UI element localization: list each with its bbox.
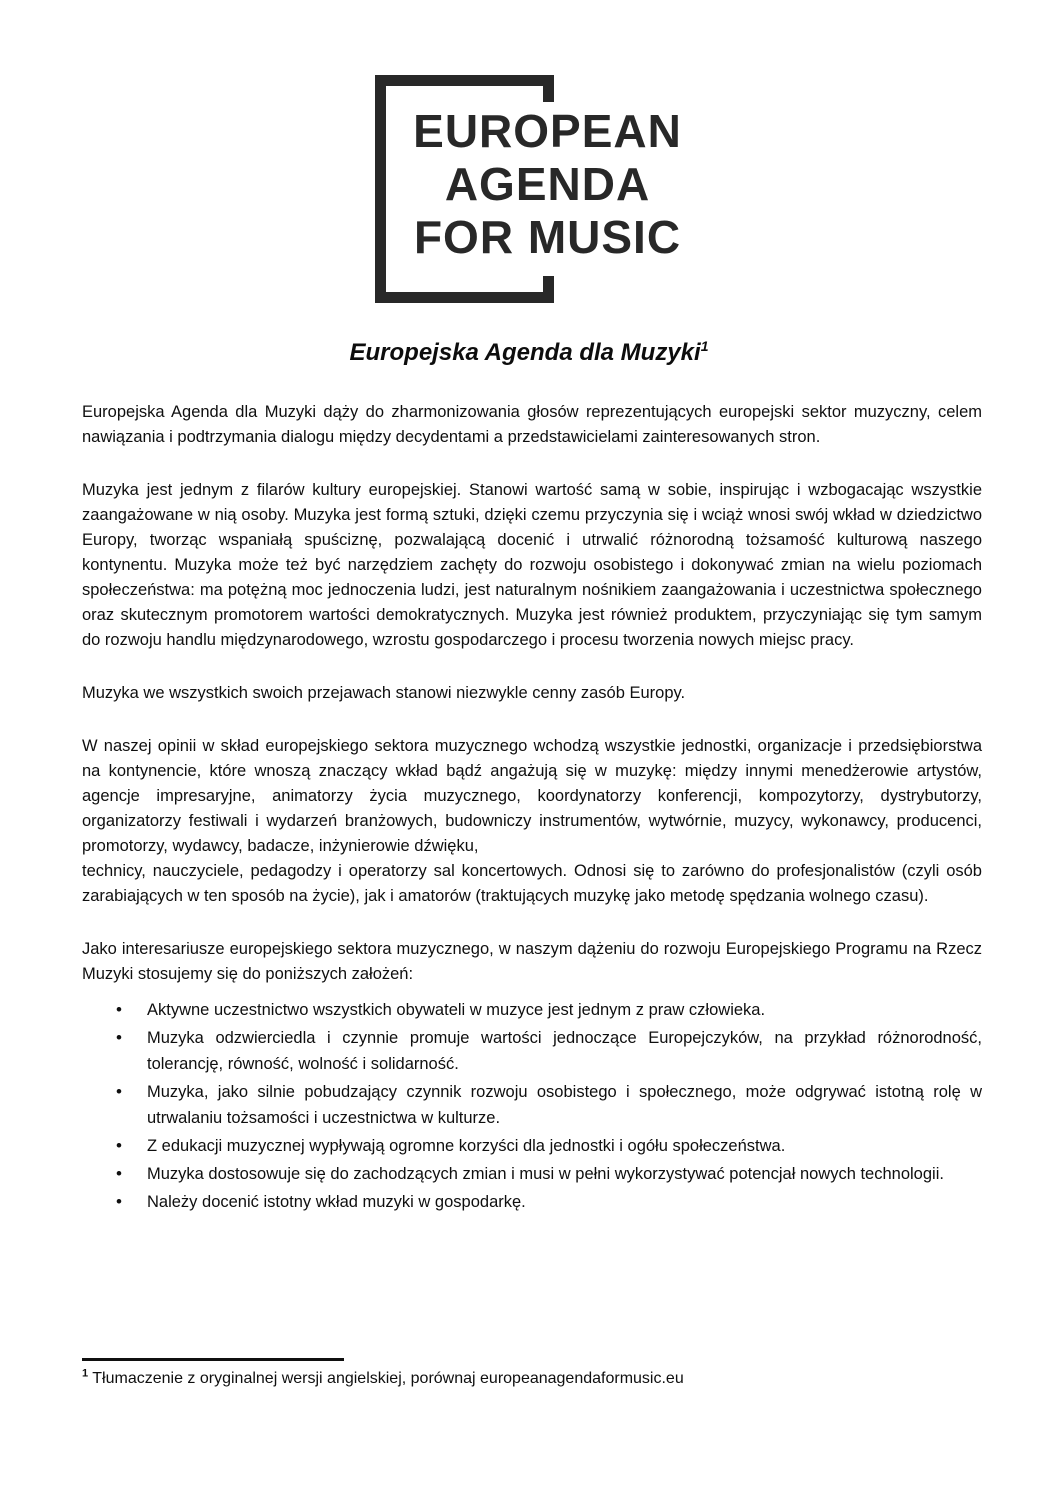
footnote-text bbox=[82, 1368, 782, 1390]
document-title bbox=[0, 338, 1058, 368]
logo-bracket-top-tick bbox=[543, 75, 554, 102]
logo-wordmark-line-3: FOR MUSIC bbox=[413, 211, 682, 263]
list-item-technology: • Muzyka dostosowuje się do zachodzących zmian i musi w pełni wykorzystywać potencjał nowych technologii. bbox=[147, 1161, 982, 1187]
footnote-marker: 1 bbox=[82, 1367, 89, 1380]
document-title-text: Europejska Agenda dla Muzyki bbox=[349, 339, 701, 366]
footnote-body: Tłumaczenie z oryginalnej wersji angielskiej, porównaj europeanagendaformusic.eu bbox=[92, 1370, 684, 1387]
list-item-economy: • Należy docenić istotny wkład muzyki w gospodarkę. bbox=[147, 1189, 982, 1215]
logo-wordmark-line-2: AGENDA bbox=[444, 158, 651, 210]
logo-wordmark bbox=[405, 105, 690, 264]
logo-wordmark-line-1: EUROPEAN bbox=[413, 105, 682, 157]
sector-definition-part-2: technicy, nauczyciele, pedagodzy i operatorzy sal koncertowych. Odnosi się to zarówno do profesjonalistów (czyli osób zarabiających w ten sposób na życie), jak i amatorów (traktujących muzykę jako metodę spędzania wolnego czasu). bbox=[82, 862, 982, 905]
eafm-logo bbox=[375, 75, 690, 303]
paragraph-music-as-pillar: Muzyka jest jednym z filarów kultury europejskiej. Stanowi wartość samą w sobie, inspirując i wzbogacając wszystkie zaangażowane w nią osoby. Muzyka jest formą sztuki, dzięki czemu przyczynia się i wciąż wnosi swój wkład w dziedzictwo Europy, tworząc wspaniałą spuściznę, pozwalającą docenić i utrwalić różnorodną tożsamość kulturową naszego kontynentu. Muzyka może też być narzędziem zachęty do rozwoju osobistego i dokonywać zmian na wielu poziomach społeczeństwa: ma potężną moc jednoczenia ludzi, jest naturalnym nośnikiem zaangażowania i uczestnictwa społecznego oraz skutecznym promotorem wartości demokratycznych. Muzyka jest również produktem, przyczyniając się tym samym do rozwoju handlu międzynarodowego, wzrostu gospodarczego i procesu tworzenia nowych miejsc pracy. bbox=[82, 481, 982, 649]
paragraph-valuable-resource: Muzyka we wszystkich swoich przejawach stanowi niezwykle cenny zasób Europy. bbox=[82, 684, 686, 702]
footnote-separator bbox=[82, 1358, 344, 1361]
list-item-values: • Muzyka odzwierciedla i czynnie promuje wartości jednoczące Europejczyków, na przykład różnorodność, tolerancję, równość, wolność i solidarność. bbox=[147, 1025, 982, 1077]
principles-list bbox=[82, 997, 982, 1215]
list-item-education: • Z edukacji muzycznej wypływają ogromne korzyści dla jednostki i ogółu społeczeństwa. bbox=[147, 1133, 982, 1159]
logo-bracket-top-arm bbox=[375, 75, 554, 86]
list-item-personal-development: • Muzyka, jako silnie pobudzający czynnik rozwoju osobistego i społecznego, może odgrywać istotną rolę w utrwalaniu tożsamości i uczestnictwa w kulturze. bbox=[147, 1079, 982, 1131]
title-footnote-marker: 1 bbox=[700, 338, 709, 354]
paragraph-lead: Europejska Agenda dla Muzyki dąży do zharmonizowania głosów reprezentujących europejski sektor muzyczny, celem nawiązania i podtrzymania dialogu między decydentami a przedstawicielami zainteresowanych stron. bbox=[82, 403, 982, 446]
paragraph-principles-intro: Jako interesariusze europejskiego sektora muzycznego, w naszym dążeniu do rozwoju Europejskiego Programu na Rzecz Muzyki stosujemy się do poniższych założeń: bbox=[82, 940, 982, 983]
document-body bbox=[82, 400, 982, 1215]
sector-definition-part-1: W naszej opinii w skład europejskiego sektora muzycznego wchodzą wszystkie jednostki, organizacje i przedsiębiorstwa na kontynencie, które wnoszą znaczący wkład bądź angażują się w muzykę: między innymi menedżerowie artystów, agencje impresaryjne, animatorzy życia muzycznego, koordynatorzy konferencji, kompozytorzy, dystrybutorzy, organizatorzy festiwali i wydarzeń branżowych, budowniczy instrumentów, wytwórnie, muzycy, wykonawcy, producenci, promotorzy, wydawcy, badacze, inżynierowie dźwięku, bbox=[82, 737, 982, 855]
logo-bracket-bottom-arm bbox=[375, 292, 554, 303]
list-item-participation: • Aktywne uczestnictwo wszystkich obywateli w muzyce jest jednym z praw człowieka. bbox=[147, 997, 982, 1023]
footnote bbox=[82, 1358, 782, 1390]
logo-bracket-bottom-tick bbox=[543, 276, 554, 303]
paragraph-sector-definition bbox=[82, 734, 982, 909]
logo-bracket-left-bar bbox=[375, 75, 386, 303]
